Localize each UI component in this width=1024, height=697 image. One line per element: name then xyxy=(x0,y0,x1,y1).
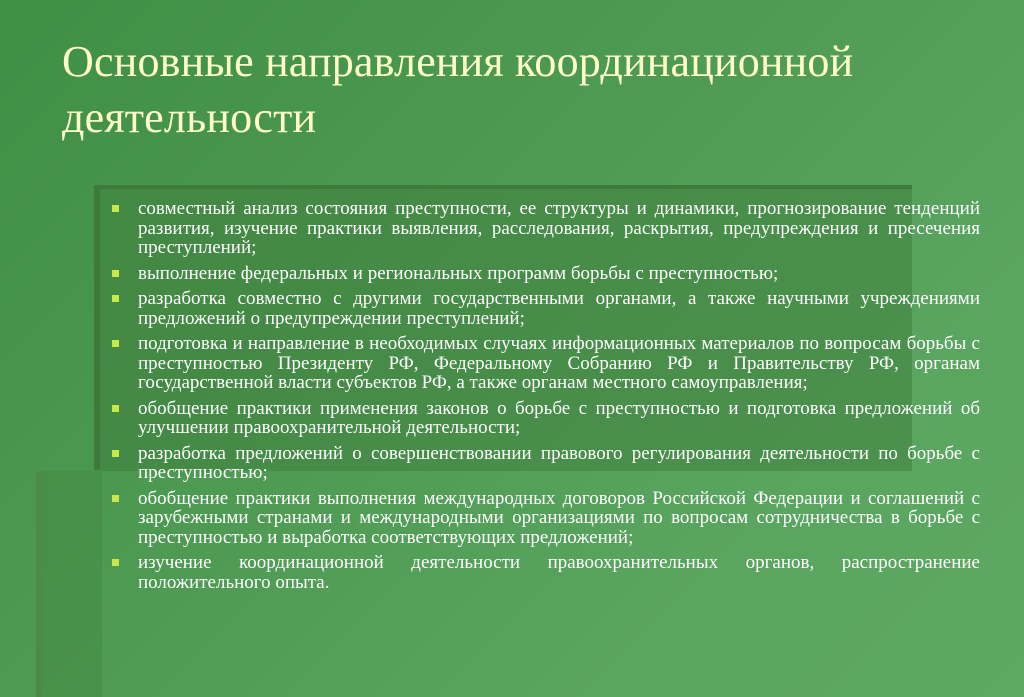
bullet-text: совместный анализ состояния преступности, ее структуры и динамики, прогнозирование тенденций развития, изучение практики выявления, расследования, раскрытия, предупреждения и пресечения преступлений; xyxy=(138,198,980,258)
bullet-text: подготовка и направление в необходимых случаях информационных материалов по вопросам борьбы с преступностью Президенту РФ, Федеральному Собранию РФ и Правительству РФ, органам государственной власти субъектов РФ, а также органам местного самоуправления; xyxy=(138,333,980,393)
square-bullet-icon xyxy=(112,559,119,566)
bullet-item xyxy=(110,199,980,258)
decorative-band-left-upper xyxy=(94,185,100,470)
square-bullet-icon xyxy=(112,270,119,277)
bullet-item xyxy=(110,264,980,284)
bullet-item xyxy=(110,444,980,483)
slide-title: Основные направления координационной деятельности xyxy=(62,37,854,142)
bullet-item xyxy=(110,489,980,548)
decorative-band-top xyxy=(94,185,912,189)
bullet-item xyxy=(110,399,980,438)
decorative-panel-lower xyxy=(42,471,102,697)
bullet-item xyxy=(110,553,980,592)
bullet-text: обобщение практики применения законов о борьбе с преступностью и подготовка предложений об улучшении правоохранительной деятельности; xyxy=(138,397,980,438)
decorative-band-left-lower xyxy=(36,471,42,697)
square-bullet-icon xyxy=(112,405,119,412)
square-bullet-icon xyxy=(112,450,119,457)
bullet-text: разработка предложений о совершенствовании правового регулирования деятельности по борьбе с преступностью; xyxy=(138,442,980,483)
bullet-text: изучение координационной деятельности правоохранительных органов, распространение положительного опыта. xyxy=(138,552,980,593)
bullet-text: разработка совместно с другими государственными органами, а также научными учреждениями предложений о предупреждении преступлений; xyxy=(138,288,980,329)
square-bullet-icon xyxy=(112,340,119,347)
bullet-text: выполнение федеральных и региональных программ борьбы с преступностью; xyxy=(138,262,779,284)
square-bullet-icon xyxy=(112,205,119,212)
bullet-list xyxy=(110,199,980,598)
bullet-item xyxy=(110,334,980,393)
bullet-item xyxy=(110,289,980,328)
square-bullet-icon xyxy=(112,295,119,302)
square-bullet-icon xyxy=(112,495,119,502)
bullet-text: обобщение практики выполнения международных договоров Российской Федерации и соглашений с зарубежными странами и международными организациями по вопросам сотрудничества в борьбе с преступностью и выработка соответствующих предложений; xyxy=(138,487,980,548)
